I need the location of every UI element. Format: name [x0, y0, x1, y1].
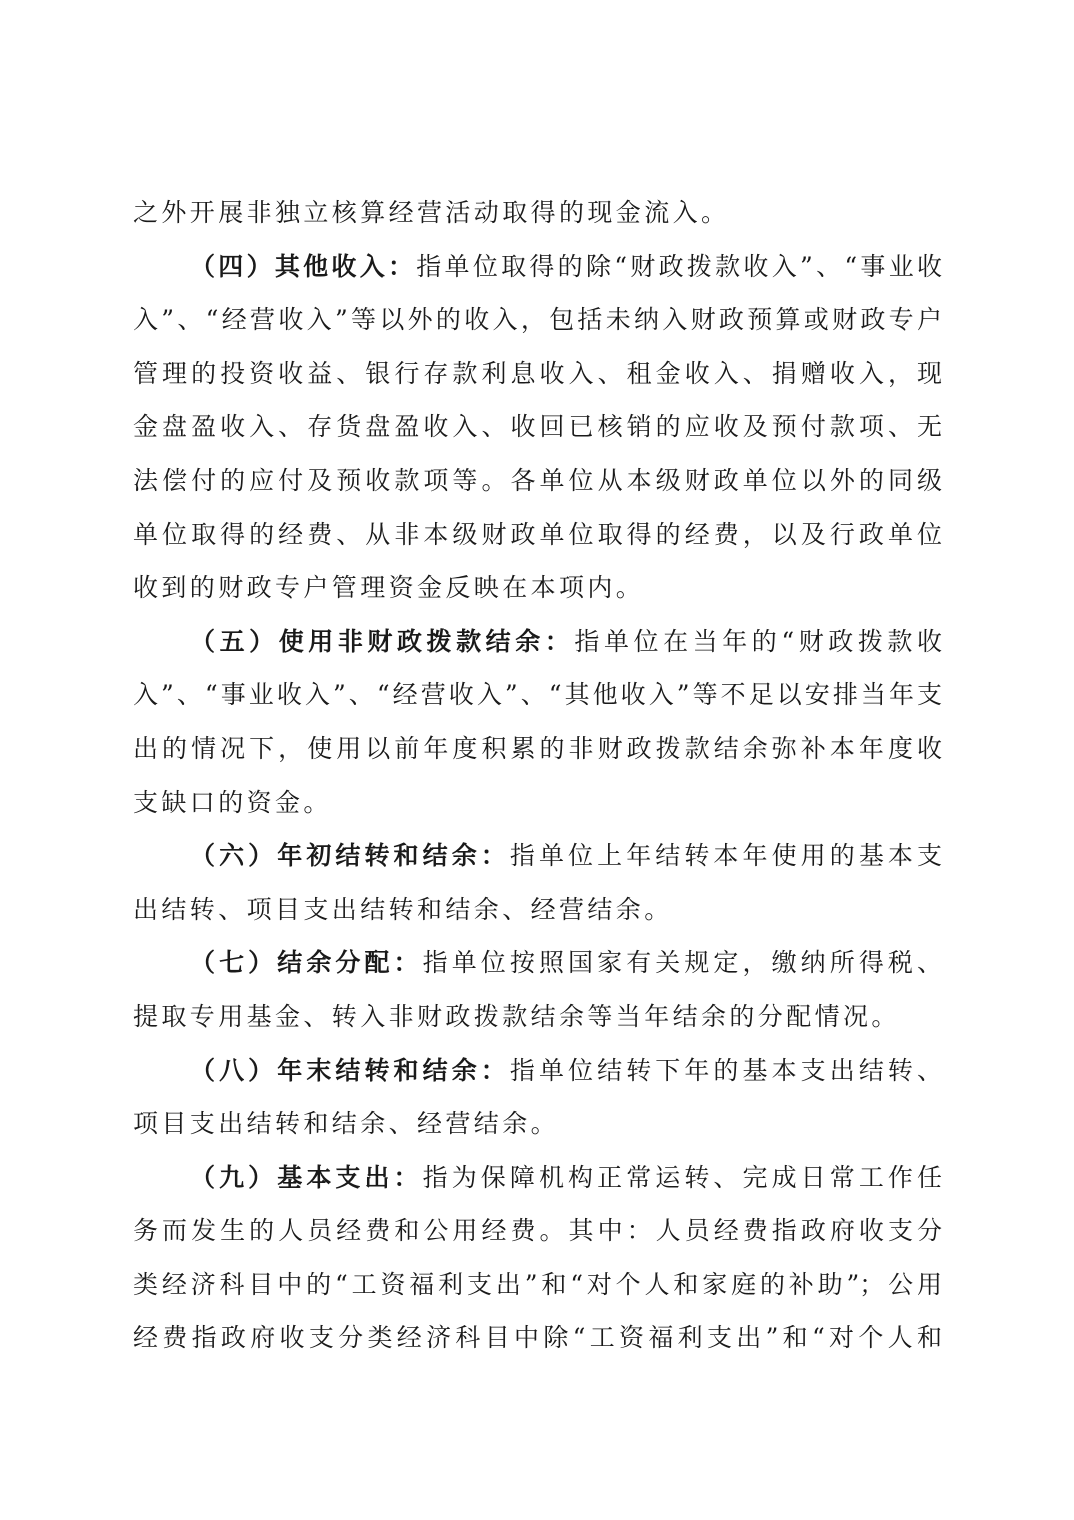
section-term: （六）年初结转和结余： [190, 841, 510, 871]
paragraph-non-fiscal-balance [133, 615, 942, 829]
paragraph-closing-carryover [133, 1044, 942, 1151]
paragraph-text: 指单位在当年的“财政拨款收 [574, 626, 942, 656]
paragraph-line: 项目支出结转和结余、经营结余。 [133, 1109, 560, 1139]
paragraph-line: 入”、“事业收入”、“经营收入”、“其他收入”等不足以安排当年支 [133, 680, 942, 710]
paragraph-line: 支缺口的资金。 [133, 787, 332, 817]
paragraph-text: 指单位上年结转本年使用的基本支 [509, 841, 942, 871]
paragraph-line: 出的情况下，使用以前年度积累的非财政拨款结余弥补本年度收 [133, 733, 942, 763]
paragraph-text: 指为保障机构正常运转、完成日常工作任 [422, 1162, 942, 1192]
paragraph-line: 金盘盈收入、存货盘盈收入、收回已核销的应收及预付款项、无 [133, 412, 942, 442]
paragraph-line: 法偿付的应付及预收款项等。各单位从本级财政单位以外的同级 [133, 465, 942, 495]
paragraph-line [133, 829, 942, 883]
paragraph-line [133, 615, 942, 669]
paragraph-opening-carryover [133, 829, 942, 936]
paragraph-line [133, 1151, 942, 1205]
section-term: （四）其他收入： [190, 251, 417, 281]
paragraph-text: 指单位取得的除“财政拨款收入”、“事业收 [416, 251, 942, 281]
paragraph-line: 管理的投资收益、银行存款利息收入、租金收入、捐赠收入，现 [133, 358, 942, 388]
paragraph-other-income [133, 240, 942, 615]
paragraph-line: 提取专用基金、转入非财政拨款结余等当年结余的分配情况。 [133, 1001, 900, 1031]
paragraph-basic-expenditure [133, 1151, 942, 1365]
paragraph-text: 指单位结转下年的基本支出结转、 [509, 1055, 942, 1085]
paragraph-line [133, 240, 942, 294]
paragraph-line: 务而发生的人员经费和公用经费。其中：人员经费指政府收支分 [133, 1216, 942, 1246]
paragraph-text: 指单位按照国家有关规定，缴纳所得税、 [422, 948, 942, 978]
section-term: （九）基本支出： [190, 1162, 423, 1192]
section-term: （七）结余分配： [190, 948, 423, 978]
paragraph-line: 类经济科目中的“工资福利支出”和“对个人和家庭的补助”；公用 [133, 1269, 942, 1299]
paragraph-continuation [133, 186, 942, 240]
paragraph-line: 入”、“经营收入”等以外的收入，包括未纳入财政预算或财政专户 [133, 305, 942, 335]
paragraph-line: 出结转、项目支出结转和结余、经营结余。 [133, 894, 673, 924]
paragraph-line: 收到的财政专户管理资金反映在本项内。 [133, 573, 645, 603]
paragraph-balance-distribution [133, 936, 942, 1043]
paragraph-line [133, 936, 942, 990]
paragraph-line: 之外开展非独立核算经营活动取得的现金流入。 [133, 198, 730, 227]
paragraph-line: 经费指政府收支分类经济科目中除“工资福利支出”和“对个人和 [133, 1323, 942, 1353]
paragraph-line: 单位取得的经费、从非本级财政单位取得的经费，以及行政单位 [133, 519, 942, 549]
section-term: （五）使用非财政拨款结余： [190, 626, 575, 656]
section-term: （八）年末结转和结余： [190, 1055, 510, 1085]
paragraph-line [133, 1044, 942, 1098]
body-text [133, 186, 942, 1365]
